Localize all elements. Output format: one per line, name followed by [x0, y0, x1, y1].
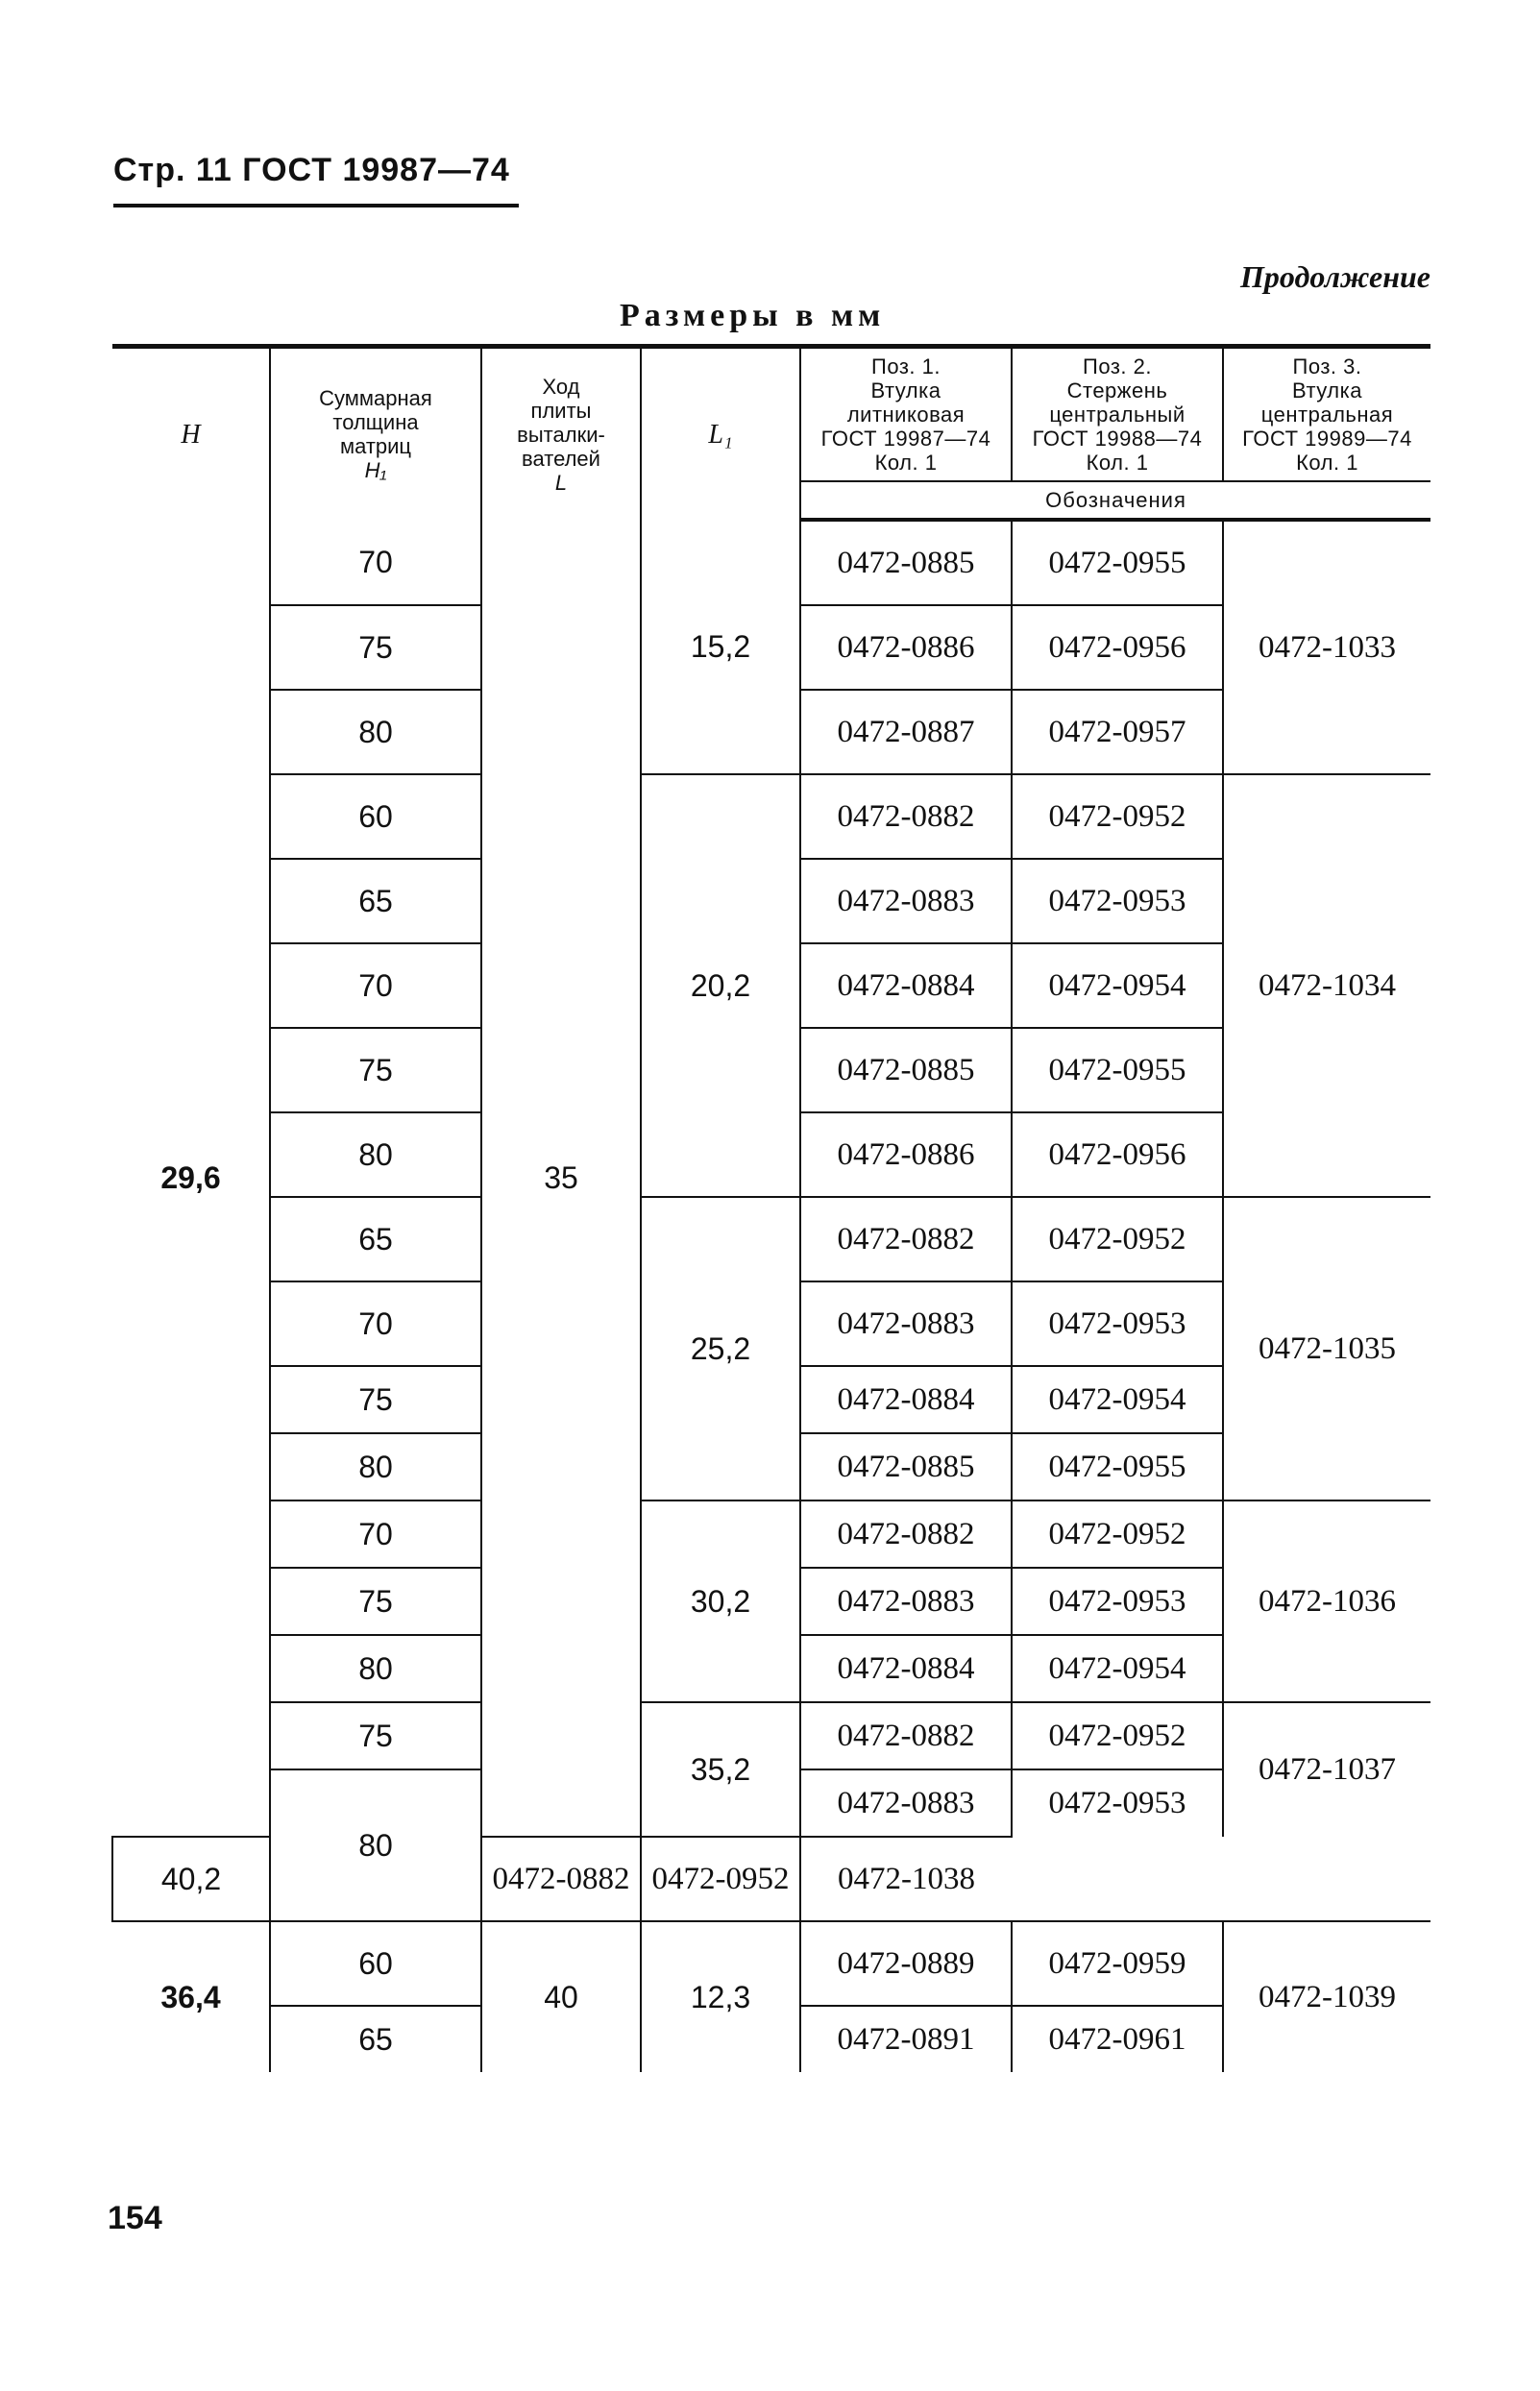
cell-l1: 15,2: [641, 520, 800, 774]
pos3-line2: Втулка: [1292, 378, 1362, 403]
cell-l1: 30,2: [641, 1500, 800, 1702]
cell-pos1: 0472-0883: [800, 859, 1012, 943]
cell-pos1: 0472-0883: [800, 1769, 1012, 1837]
header-rule: [113, 204, 519, 207]
cell-h1: 70: [270, 520, 481, 605]
page-number: 154: [108, 2200, 162, 2236]
cell-h1: 65: [270, 2006, 481, 2072]
dimensions-table: [111, 344, 1430, 2072]
pos3-line5: Кол. 1: [1296, 451, 1358, 475]
cell-pos1: 0472-0884: [800, 1366, 1012, 1433]
column-l-line2: плиты: [530, 398, 592, 423]
cell-pos1: 0472-0884: [800, 943, 1012, 1028]
cell-h1: 75: [270, 1702, 481, 1769]
column-h1-line1: Суммарная: [319, 386, 432, 410]
cell-pos1: 0472-0882: [800, 774, 1012, 859]
cell-pos2: 0472-0952: [1012, 1500, 1223, 1568]
cell-h1: 80: [270, 1635, 481, 1702]
cell-pos1: 0472-0885: [800, 1433, 1012, 1500]
table-row: [112, 1197, 1430, 1281]
table-row: [112, 1921, 1430, 2006]
cell-h1: 65: [270, 859, 481, 943]
column-h1-symbol: H₁: [364, 458, 387, 482]
pos3-line3: центральная: [1260, 403, 1394, 427]
cell-pos2: 0472-0961: [1012, 2006, 1223, 2072]
cell-pos2: 0472-0953: [1012, 1281, 1223, 1366]
cell-h1: 65: [270, 1197, 481, 1281]
cell-pos2: 0472-0955: [1012, 1028, 1223, 1112]
column-h1-line3: матриц: [339, 434, 412, 458]
dimensions-table-wrapper: [111, 344, 1430, 2072]
cell-pos1: 0472-0885: [800, 1028, 1012, 1112]
cell-pos2: 0472-0954: [1012, 943, 1223, 1028]
designations-header: Обозначения: [800, 481, 1430, 520]
pos2-line3: центральный: [1049, 403, 1186, 427]
cell-h1: 80: [270, 1112, 481, 1197]
cell-h1: 70: [270, 943, 481, 1028]
cell-pos2: 0472-0959: [1012, 1921, 1223, 2006]
cell-pos1: 0472-0882: [800, 1702, 1012, 1769]
cell-l1: 25,2: [641, 1197, 800, 1500]
cell-pos3: 0472-1034: [1223, 774, 1430, 1197]
cell-h: 29,6: [112, 520, 270, 1837]
cell-l1: 40,2: [112, 1837, 270, 1921]
page-header: Стр. 11 ГОСТ 19987—74: [113, 152, 510, 188]
cell-l1: 20,2: [641, 774, 800, 1197]
cell-pos3: 0472-1033: [1223, 520, 1430, 774]
pos2-line4: ГОСТ 19988—74: [1032, 427, 1203, 451]
column-l-line4: вателей: [522, 446, 600, 471]
cell-h1: 80: [270, 690, 481, 774]
cell-pos3: 0472-1037: [1223, 1702, 1430, 1837]
cell-pos2: 0472-0955: [1012, 520, 1223, 605]
cell-h1: 80: [270, 1433, 481, 1500]
cell-pos2: 0472-0956: [1012, 1112, 1223, 1197]
cell-h1: 60: [270, 774, 481, 859]
cell-pos1: 0472-0886: [800, 1112, 1012, 1197]
cell-h1: 70: [270, 1281, 481, 1366]
cell-pos2: 0472-0952: [1012, 774, 1223, 859]
column-pos2-header: [1012, 347, 1223, 482]
cell-pos2: 0472-0952: [1012, 1702, 1223, 1769]
cell-pos1: 0472-0887: [800, 690, 1012, 774]
column-l-line3: выталки-: [517, 422, 605, 447]
column-l-header: [481, 347, 641, 521]
pos3-line1: Поз. 3.: [1292, 354, 1362, 378]
cell-h1: 75: [270, 1028, 481, 1112]
column-l1-header: L₁: [641, 347, 800, 521]
cell-l1: 35,2: [641, 1702, 800, 1837]
pos2-line2: Стержень: [1066, 378, 1168, 403]
pos1-line4: ГОСТ 19987—74: [820, 427, 991, 451]
cell-pos2: 0472-0952: [641, 1837, 800, 1921]
cell-pos1: 0472-0885: [800, 520, 1012, 605]
cell-pos3: 0472-1035: [1223, 1197, 1430, 1500]
cell-pos2: 0472-0956: [1012, 605, 1223, 690]
cell-pos3: 0472-1039: [1223, 1921, 1430, 2072]
cell-pos2: 0472-0954: [1012, 1635, 1223, 1702]
header-row: [112, 347, 1430, 482]
table-row: [112, 520, 1430, 605]
cell-h1: 75: [270, 1366, 481, 1433]
cell-h1: 70: [270, 1500, 481, 1568]
cell-h1: 80: [270, 1769, 481, 1921]
cell-h1: 75: [270, 1568, 481, 1635]
cell-pos3: 0472-1038: [800, 1837, 1012, 1921]
cell-l: 40: [481, 1921, 641, 2072]
cell-pos1: 0472-0883: [800, 1281, 1012, 1366]
cell-l: 35: [481, 520, 641, 1837]
continuation-label: Продолжение: [1240, 259, 1430, 294]
cell-pos1: 0472-0886: [800, 605, 1012, 690]
cell-h: 36,4: [112, 1921, 270, 2072]
cell-pos2: 0472-0955: [1012, 1433, 1223, 1500]
cell-pos1: 0472-0883: [800, 1568, 1012, 1635]
cell-pos1: 0472-0884: [800, 1635, 1012, 1702]
pos2-line5: Кол. 1: [1086, 451, 1149, 475]
column-h1-header: [270, 347, 481, 521]
pos3-line4: ГОСТ 19989—74: [1242, 427, 1412, 451]
table-row: [112, 774, 1430, 859]
pos2-line1: Поз. 2.: [1083, 354, 1152, 378]
cell-h1: 60: [270, 1921, 481, 2006]
cell-pos2: 0472-0953: [1012, 1769, 1223, 1837]
cell-pos2: 0472-0952: [1012, 1197, 1223, 1281]
cell-pos2: 0472-0957: [1012, 690, 1223, 774]
cell-pos1: 0472-0882: [800, 1500, 1012, 1568]
column-l-symbol: L: [554, 470, 568, 495]
pos1-line5: Кол. 1: [874, 451, 938, 475]
cell-pos2: 0472-0954: [1012, 1366, 1223, 1433]
cell-pos1: 0472-0889: [800, 1921, 1012, 2006]
pos1-line1: Поз. 1.: [871, 354, 941, 378]
cell-l1: 12,3: [641, 1921, 800, 2072]
pos1-line3: литниковая: [846, 403, 966, 427]
cell-pos2: 0472-0953: [1012, 1568, 1223, 1635]
units-label: Размеры в мм: [620, 298, 886, 333]
cell-pos2: 0472-0953: [1012, 859, 1223, 943]
table-row: [112, 1702, 1430, 1769]
table-row: [112, 1500, 1430, 1568]
cell-pos3: 0472-1036: [1223, 1500, 1430, 1702]
cell-h1: 75: [270, 605, 481, 690]
column-h-header: H: [112, 347, 270, 521]
column-pos1-header: [800, 347, 1012, 482]
column-pos3-header: [1223, 347, 1430, 482]
column-h1-line2: толщина: [332, 410, 419, 434]
cell-pos1: 0472-0882: [800, 1197, 1012, 1281]
column-l-line1: Ход: [542, 374, 580, 399]
cell-pos1: 0472-0882: [481, 1837, 641, 1921]
cell-pos1: 0472-0891: [800, 2006, 1012, 2072]
pos1-line2: Втулка: [870, 378, 941, 403]
